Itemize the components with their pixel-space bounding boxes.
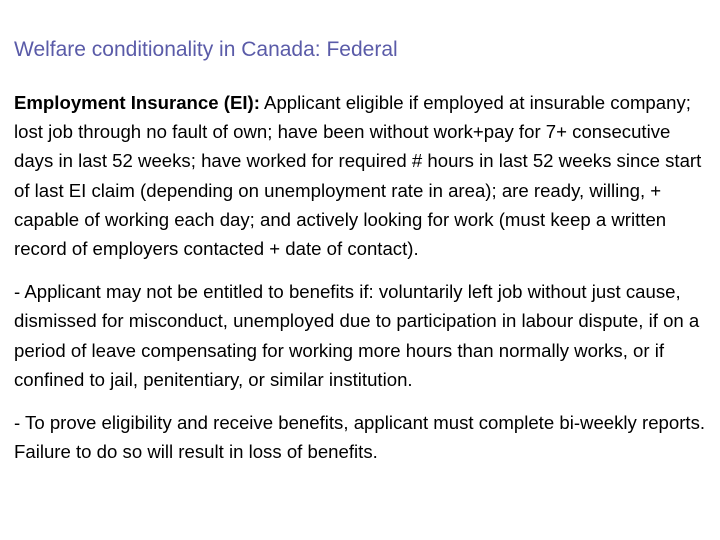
slide-title: Welfare conditionality in Canada: Federal	[14, 38, 398, 61]
biweekly-reports-paragraph: - To prove eligibility and receive benefits, applicant must complete bi-weekly reports. Failure to do so will result in loss of benefits.	[14, 412, 706, 463]
ei-eligibility-paragraph	[14, 88, 708, 263]
slide-body	[14, 88, 708, 480]
not-entitled-paragraph: - Applicant may not be entitled to benefits if: voluntarily left job without just cause, dismissed for misconduct, unemployed due to participation in labour dispute, if on a period of leave compensating for working more hours than normally works, or if confined to jail, penitentiary, or similar institution.	[14, 281, 700, 390]
ei-eligibility-text: Applicant eligible if employed at insurable company; lost job through no fault of own; have been without work+pay for 7+ consecutive days in last 52 weeks; have worked for required # hours in last 52 weeks since start of last EI claim (depending on unemployment rate in area); are ready, willing, + capable of working each day; and actively looking for work (must keep a written record of employers contacted + date of contact).	[14, 92, 702, 260]
ei-term: Employment Insurance (EI):	[14, 92, 260, 113]
